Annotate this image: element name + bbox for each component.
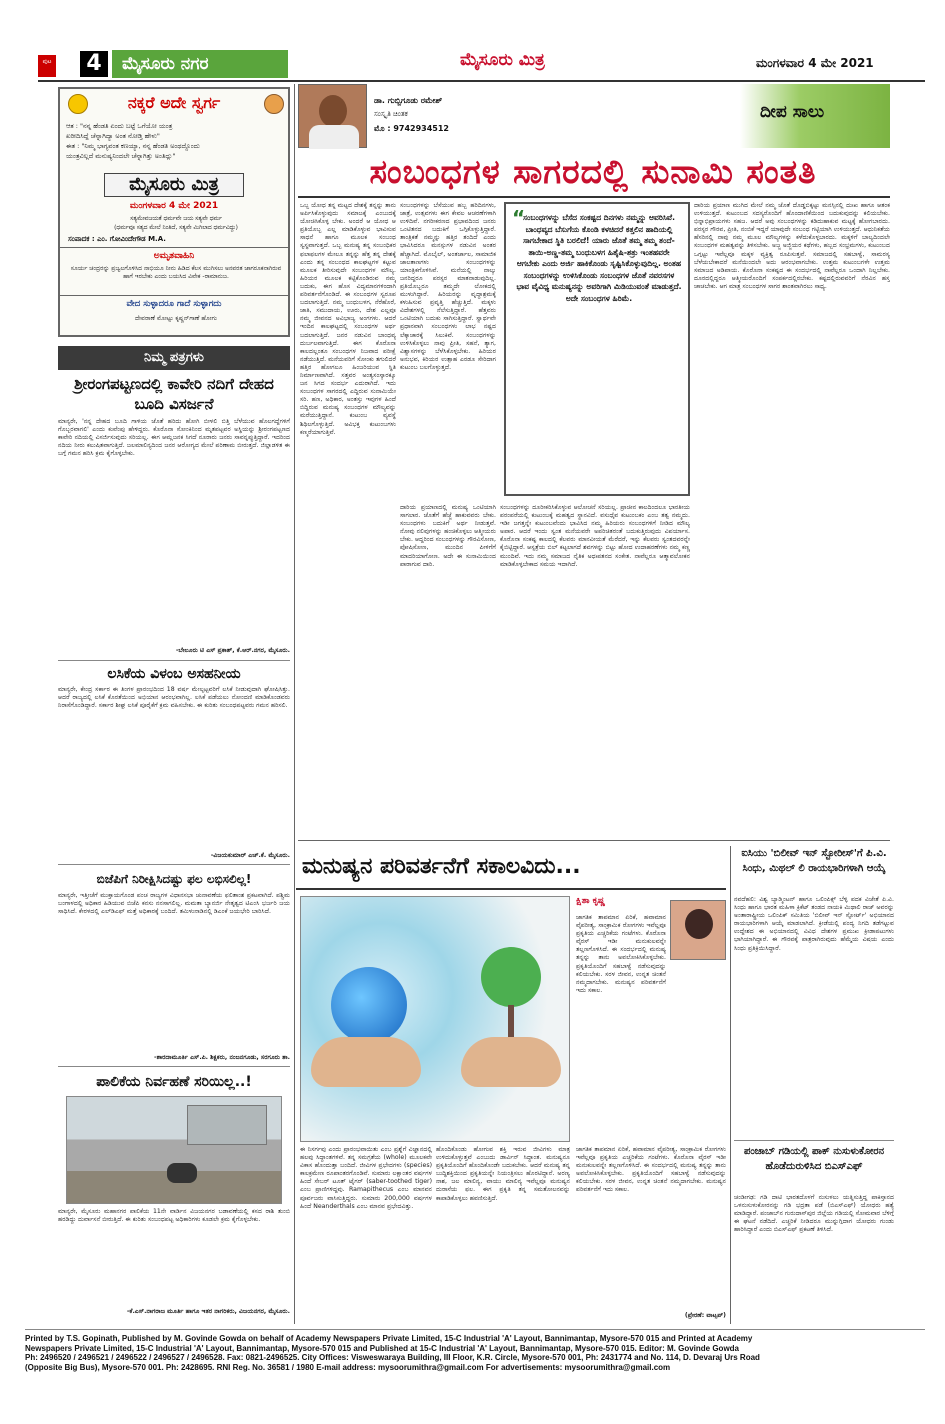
editor-line: ಸಂಪಾದಕ : ಎಂ. ಗೋವಿಂದೇಗೌಡ M.A.	[68, 235, 166, 243]
article2-col1: ಈ ನಿಸರ್ಗವು ಎಂದು ಪ್ರಾರಂಭವಾಯಿತು ಎಂಬ ಪ್ರಶ್ನೆಗೆ ವಿಜ್ಞಾನದಲ್ಲಿ ಹಲವು ಸಿದ್ಧಾಂತಗಳಿವೆ. ತನ್ನ ಸಮಗ್ರತೆಯ (whole) ಮೂಲಕವೇ ವಿಕಾಸ ಹೊಂದುತ್ತಾ ಬಂದಿದೆ. ಜೀವಿಗಳ ಪ್ರಭೇದಗಳು (species) ಕಾಲಕ್ರಮೇಣ ರೂಪಾಂತರಗೊಂಡಿವೆ. ಸುಮಾರು ಲಕ್ಷಾಂತರ ವರ್ಷಗಳ ಹಿಂದೆ ಸೇಬರ್ ಟೂತ್ ಟೈಗರ್ (saber-toothed tiger) ಎಂಬ ಪ್ರಾಣಿಗಳಿದ್ದವು. Ramapithecus ಎಂಬ ಮಾನವನ ಪೂರ್ವಜರು ವಾಸಿಸುತ್ತಿದ್ದರು. ಸುಮಾರು 200,000 ವರ್ಷಗಳ ಹಿಂದೆ Neanderthals ಎಂಬ ಮಾನವ ಪ್ರಭೇದವಿತ್ತು.	[300, 1146, 432, 1210]
letter4-title: ಪಾಲಿಕೆಯ ನಿರ್ವಹಣೆ ಸರಿಯಿಲ್ಲ..!	[96, 1074, 252, 1090]
news1-text: ನವದೆಹಲಿ: ವಿಶ್ವ ಬ್ಯಾಡ್ಮಿಂಟನ್ ಹಾಗೂ ಒಲಿಂಪಿಕ್ಸ್ ಬೆಳ್ಳಿ ಪದಕ ವಿಜೇತೆ ಪಿ.ವಿ. ಸಿಂಧು ಹಾಗೂ ಭಾರತ ಮಹಿಳಾ ಕ್ರಿಕೆಟ್ ತಂಡದ ನಾಯಕಿ ಮಿಥಾಲಿ ರಾಜ್ ಅವರನ್ನು ಅಂತಾರಾಷ್ಟ್ರೀಯ ಒಲಿಂಪಿಕ್ ಸಮಿತಿಯ 'ಬಿಲೀವ್ ಇನ್ ಸ್ಪೋರ್ಟ್' ಅಭಿಯಾನದ ರಾಯಭಾರಿಗಳಾಗಿ ಆಯ್ಕೆ ಮಾಡಲಾಗಿದೆ. ಕ್ರೀಡೆಯಲ್ಲಿ ಪಂದ್ಯ ನಿಗದಿ ತಡೆಗಟ್ಟುವ ಉದ್ದೇಶದ ಈ ಅಭಿಯಾನದಲ್ಲಿ ವಿವಿಧ ದೇಶಗಳ ಪ್ರಮುಖ ಕ್ರೀಡಾಪಟುಗಳು ಭಾಗಿಯಾಗಿದ್ದಾರೆ. ಈ ಗೌರವಕ್ಕೆ ಪಾತ್ರರಾಗಿರುವುದು ಹೆಮ್ಮೆಯ ವಿಷಯ ಎಂದು ಸಿಂಧು ಪ್ರತಿಕ್ರಿಯಿಸಿದ್ದಾರೆ.	[734, 896, 894, 952]
main-col2b: ದಾರಿಯ ಪ್ರಯಾಣದಲ್ಲಿ ಮನುಷ್ಯ ಒಂಟಿಯಾಗಿ ಸಾಗಲಾರ. ಜೊತೆಗೆ ಹೆಜ್ಜೆ ಹಾಕುವವರು ಬೇಕು. ಸಂಬಂಧಗಳು ಬದುಕಿಗೆ ಅರ್ಥ ನೀಡುತ್ತವೆ. ನೋವು ನಲಿವುಗಳನ್ನು ಹಂಚಿಕೊಳ್ಳಲು ಆತ್ಮೀಯರು ಬೇಕು. ಆದ್ದರಿಂದ ಸಂಬಂಧಗಳನ್ನು ಗೌರವಿಸೋಣ, ಪೋಷಿಸೋಣ, ಮುಂದಿನ ಪೀಳಿಗೆಗೆ ಮಾದರಿಯಾಗೋಣ. ಅದೇ ಈ ಸುನಾಮಿಯಿಂದ ಪಾರಾಗುವ ದಾರಿ.	[400, 504, 496, 568]
news2-headline: ಪಂಜಾಬ್ ಗಡಿಯಲ್ಲಿ ಪಾಕ್ ನುಸುಳುಕೋರನ ಹೊಡೆದುರುಳಿಸಿದ ಬಿಎಸ್‌ಎಫ್	[743, 1146, 885, 1172]
amrutha-title: ಅಮೃತವಾಹಿನಿ	[153, 251, 195, 261]
main-headline: ಸಂಬಂಧಗಳ ಸಾಗರದಲ್ಲಿ ಸುನಾಮಿ ಸಂತತಿ	[369, 152, 817, 191]
article2-col3: ಜಾಗತಿಕ ತಾಪಮಾನ ಏರಿಕೆ, ಹವಾಮಾನ ವೈಪರೀತ್ಯ, ಸಾಂಕ್ರಾಮಿಕ ರೋಗಗಳು ಇವೆಲ್ಲವೂ ಪ್ರಕೃತಿಯ ಎಚ್ಚರಿಕೆಯ ಗಂಟೆಗಳು. ಕೊರೊನಾ ವೈರಸ್ ಇಡೀ ಮನುಕುಲವನ್ನೇ ತಲ್ಲಣಗೊಳಿಸಿದೆ. ಈ ಸಂದರ್ಭದಲ್ಲಿ ಮನುಷ್ಯ ತನ್ನನ್ನು ತಾನು ಅವಲೋಕಿಸಿಕೊಳ್ಳಬೇಕು. ಪ್ರಕೃತಿಯೊಂದಿಗೆ ಸಹಬಾಳ್ವೆ ನಡೆಸುವುದನ್ನು ಕಲಿಯಬೇಕು. ಸರಳ ಜೀವನ, ಉನ್ನತ ಚಿಂತನೆ ನಮ್ಮದಾಗಬೇಕು. ಮನುಷ್ಯನ ಪರಿವರ್ತನೆಗೆ ಇದು ಸಕಾಲ.	[576, 914, 666, 994]
humor-joke	[66, 121, 286, 163]
section-rule	[298, 840, 890, 841]
author2-face	[685, 909, 713, 939]
page-number: 4	[80, 51, 108, 77]
tree-trunk	[508, 1005, 514, 1039]
author-photo	[298, 84, 367, 148]
masthead: ಮೈಸೂರು ಮಿತ್ರ	[460, 50, 545, 70]
building-shape	[187, 1105, 267, 1145]
cow-shape	[167, 1163, 197, 1183]
masthead-motto2: (ಧರ್ಮವೂ ಸತ್ಯದ ಮೇಲೆ ನಿಂತಿದೆ, ಸತ್ಯವೇ ಮಿಗಿಲಾದ ಧರ್ಮವಿದ್ದು)	[114, 225, 238, 231]
letter1-text: ಮಾನ್ಯರೇ, 'ನನ್ನ ದೇಹದ ಬೂದಿ ಗಾಳಿಯ ಜೊತೆ ಹರಿದು ಹೋಗಿ ಬೀಳಲಿ ಬಿತ್ತಿ ಬೆಳೆಯುವ ಹೊಲಗದ್ದೆಗಳಿಗೆ ಗೊಬ್ಬರವಾಗಲಿ' ಎಂದು ಕುವೆಂಪು ಹೇಳಿದ್ದರು. ಕೊರೊನಾ ಸೋಂಕಿನಿಂದ ಮೃತಪಟ್ಟವರ ಅಸ್ಥಿಯನ್ನು ಶ್ರೀರಂಗಪಟ್ಟಣದ ಕಾವೇರಿ ನದಿಯಲ್ಲಿ ವಿಸರ್ಜಿಸುವುದು ಸರಿಯಲ್ಲ. ಈಗ ಆಮ್ಲಜನಕ ಸಿಗದೆ ನೂರಾರು ಜನರು ಸಾವನ್ನಪ್ಪುತ್ತಿದ್ದಾರೆ. ಇದರಿಂದ ನದಿಯ ನೀರು ಕಲುಷಿತವಾಗುತ್ತಿದೆ. ಜಲಮಾಲಿನ್ಯದಿಂದ ಜನರ ಆರೋಗ್ಯದ ಮೇಲೆ ಪರಿಣಾಮ ಬೀರುತ್ತದೆ. ಜಿಲ್ಲಾಡಳಿತ ಈ ಬಗ್ಗೆ ಗಮನ ಹರಿಸಿ ಕ್ರಮ ಕೈಗೊಳ್ಳಬೇಕು.	[58, 418, 290, 458]
amrutha-text: ಸೂರ್ಯ ಚಂದ್ರರನ್ನು ಪ್ರಜ್ವಲಗೊಳಿಸಿದ ನಾಭಿಯೂ ನೀನು ಹಿಡಿದ ಕೆಲಸ ಮುಗಿಸಲು ಅನವರತ ಜಾಗರೂಕನಾಗಿರುವ ಹಾಗೆ ಇರಬೇಕು ಎಂದು ಬಯಸಿದ ವಿವೇಕ -ರಾಮಾನುಜ.	[70, 265, 282, 281]
humor-box	[58, 87, 290, 337]
main-col2: ಸಂಬಂಧಗಳನ್ನು ಬೆಸೆಯುವ ಹಬ್ಬ ಹರಿದಿನಗಳು, ಜಾತ್ರೆ, ಉತ್ಸವಗಳು ಈಗ ಕೇವಲ ಆಚರಣೆಗಳಾಗಿ ಉಳಿದಿವೆ. ನಗರೀಕರಣದ ಪ್ರಭಾವದಿಂದ ಜನರು ಒಂಟಿತನದ ಬದುಕಿಗೆ ಒಗ್ಗಿಕೊಳ್ಳುತ್ತಿದ್ದಾರೆ. ತಾಂತ್ರಿಕತೆ ನಮ್ಮನ್ನು ಹತ್ತಿರ ತಂದಿದೆ ಎಂದು ಭಾವಿಸಿದರೂ ಮನಸ್ಸುಗಳ ನಡುವಿನ ಅಂತರ ಹೆಚ್ಚಾಗಿದೆ. ಮೊಬೈಲ್, ಅಂತರ್ಜಾಲ, ಸಾಮಾಜಿಕ ಜಾಲತಾಣಗಳು ಸಂಬಂಧಗಳನ್ನು ಯಾಂತ್ರಿಕಗೊಳಿಸಿವೆ. ಮನೆಯಲ್ಲಿ ನಾಲ್ಕು ಜನರಿದ್ದರೂ ಪರಸ್ಪರ ಮಾತನಾಡುವುದಿಲ್ಲ. ಪ್ರತಿಯೊಬ್ಬರೂ ತಮ್ಮದೇ ಲೋಕದಲ್ಲಿ ಮುಳುಗಿದ್ದಾರೆ. ಹಿರಿಯರನ್ನು ವೃದ್ಧಾಶ್ರಮಕ್ಕೆ ಕಳುಹಿಸುವ ಪ್ರವೃತ್ತಿ ಹೆಚ್ಚುತ್ತಿದೆ. ಮಕ್ಕಳು ವಿದೇಶಗಳಲ್ಲಿ ನೆಲೆಸುತ್ತಿದ್ದಾರೆ. ಹೆತ್ತವರು ಒಂಟಿಯಾಗಿ ಬದುಕು ಸಾಗಿಸುತ್ತಿದ್ದಾರೆ. ಸ್ವಾರ್ಥವೇ ಪ್ರಧಾನವಾಗಿ ಸಂಬಂಧಗಳು ಲಾಭ ನಷ್ಟದ ಲೆಕ್ಕಾಚಾರಕ್ಕೆ ಸಿಲುಕಿವೆ. ಸಂಬಂಧಗಳನ್ನು ಉಳಿಸಿಕೊಳ್ಳಲು ನಾವು ಪ್ರೀತಿ, ಸಹನೆ, ತ್ಯಾಗ, ವಿಶ್ವಾಸಗಳನ್ನು ಬೆಳೆಸಿಕೊಳ್ಳಬೇಕು. ಹಿರಿಯರ ಅನುಭವ, ಕಿರಿಯರ ಉತ್ಸಾಹ ಎರಡೂ ಸೇರಿದಾಗ ಕುಟುಂಬ ಬಲಗೊಳ್ಳುತ್ತದೆ.	[400, 202, 496, 371]
divider	[58, 660, 290, 661]
divider	[58, 1066, 290, 1067]
article2-author: ಕ್ಷಿತಾ ಕೃಷ್ಣ	[576, 896, 606, 906]
tree-canopy	[481, 947, 541, 1007]
earth-plant-photo	[300, 896, 570, 1142]
letter3-sign: -ಶಾರದಾಮೂರ್ತಿ ಎಸ್.ಪಿ. ಶಿಕ್ಷಕರು, ನಂಜನಗೂಡು, ಸರಗೂರು ತಾ.	[154, 1054, 290, 1061]
letter2-text: ಮಾನ್ಯರೇ, ಕೇಂದ್ರ ಸರ್ಕಾರ ಈ ತಿಂಗಳ ಪ್ರಾರಂಭದಿಂದ 18 ವರ್ಷ ಮೇಲ್ಪಟ್ಟವರಿಗೆ ಲಸಿಕೆ ನೀಡುವುದಾಗಿ ಘೋಷಿಸಿತ್ತು. ಆದರೆ ರಾಜ್ಯದಲ್ಲಿ ಲಸಿಕೆ ಕೊರತೆಯಿಂದ ಅಭಿಯಾನ ಆರಂಭವಾಗಿಲ್ಲ. ಲಸಿಕೆ ಪಡೆಯಲು ನೋಂದಣಿ ಮಾಡಿಕೊಂಡವರು ನಿರಾಸೆಗೊಂಡಿದ್ದಾರೆ. ಸರ್ಕಾರ ಶೀಘ್ರ ಲಸಿಕೆ ಪೂರೈಕೆಗೆ ಕ್ರಮ ವಹಿಸಬೇಕು. ಈ ಕುರಿತು ಸಂಬಂಧಪಟ್ಟವರು ಗಮನ ಹರಿಸಲಿ.	[58, 686, 290, 710]
author-shirt	[309, 125, 359, 149]
divider	[60, 247, 288, 248]
article2-credit: (ಪ್ರೇರಣೆ: ವಾಟ್ಸಪ್)	[684, 1312, 726, 1319]
author-face	[319, 95, 347, 127]
column-rule	[730, 846, 731, 1324]
author-phone: ಮೊ : 9742934512	[374, 124, 449, 133]
column-rule	[294, 84, 295, 1324]
hands-shape	[311, 1037, 421, 1087]
imprint-line: Ph: 2496520 / 2496521 / 2496522 / 2496527 / 2496528. Fax: 0821-2496525. City Offices: Visweswaraya Building, III Floor, K.R. Circle, Mysore-570 001, Ph: 2431774 and No. 114, D. Devaraj Urs Road	[25, 1353, 760, 1362]
article2-headline: ಮನುಷ್ಯನ ಪರಿವರ್ತನೆಗೆ ಸಕಾಲವಿದು...	[302, 854, 581, 879]
letter3-title: ಬಿಜೆಪಿಗೆ ನಿರೀಕ್ಷಿಸಿದಷ್ಟು ಫಲ ಲಭಿಸಲಿಲ್ಲ!	[96, 872, 252, 886]
letter1-sign: -ಬೇಲೂರು ಟಿ ಎಸ್ ಪ್ರಕಾಶ್, ಕೆ.ಆರ್.ನಗರ, ಮೈಸೂರು.	[175, 647, 290, 654]
main-col1: ಒಬ್ಬ ಯೋಧ ತನ್ನ ಮಟ್ಟದ ದೇಶಕ್ಕೆ ತನ್ನನ್ನು ತಾನು ಅರ್ಪಿಸಿಕೊಳ್ಳುವುದು ಸಮಾಜಕ್ಕೆ ಎಂಬುದಕ್ಕೆ ಯೋಚಿಸಿಕೊಳ್ಳ ಬೇಕು. ಅಂದರೆ ಆ ಯೋಧ ಆ ಪ್ರತಿಯೊಬ್ಬ ಎಲ್ಲ ಮಾಡಿಕೊಳ್ಳುವ ಭಾವಿಸುವ ಸಾಧನೆ ಹಾಗೂ ಮೂಲಕ ಸಂಬಂಧ ಸ್ವಸ್ಥವಾಗುತ್ತದೆ. ಒಬ್ಬ ಮನುಷ್ಯ ತನ್ನ ಸಂಬಂಧಿಕರ ಫಲಾಫಲಗಳ ಮೇಲೂ ತನ್ನನ್ನು ಹೆತ್ತ ತನ್ನ ದೇಶಕ್ಕೆ ಎಂದು ತನ್ನ ಸಂಬಂಧದ ಕಾಲಘಟ್ಟಗಳ ಕಟ್ಟುವ ಮೂಲಕ ತೀರಿಸುವುದೇ ಸಂಬಂಧಗಳ ಮೌಲ್ಯ. ಹಿರಿಯರ ಮೂಲಕ ಕಟ್ಟಿಕೊಂಡಿರುವ ನಮ್ಮ ಬದುಕು, ಈಗ ಹೊಸ ವಿದ್ಯಮಾನಗಳಿಂದಾಗಿ ಪರಿವರ್ತನೆಗೊಂಡಿದೆ. ಈ ಸಂಬಂಧಗಳ ಸ್ವರೂಪ ಬದಲಾಗುತ್ತಿದೆ. ನಮ್ಮ ಬಂಧುಬಳಗ, ನೆರೆಹೊರೆ, ಜಾತಿ, ಸಮುದಾಯ, ಊರು, ದೇಶ ಎಲ್ಲವೂ ನಮ್ಮ ಜೀವನದ ಅವಿಭಾಜ್ಯ ಅಂಗಗಳು. ಆದರೆ ಇಂದಿನ ಕಾಲಘಟ್ಟದಲ್ಲಿ ಸಂಬಂಧಗಳ ಅರ್ಥ ಬದಲಾಗುತ್ತಿದೆ. ಜನರ ನಡುವಿನ ಬಾಂಧವ್ಯ ದುರ್ಬಲವಾಗುತ್ತಿದೆ. ಈಗ ಕೊರೊನಾ ಕಾಲದಲ್ಲಂತೂ ಸಂಬಂಧಗಳ ನಿಜವಾದ ಪರೀಕ್ಷೆ ನಡೆಯುತ್ತಿದೆ. ಮನೆಯವರಿಗೆ ಸೋಂಕು ತಗುಲಿದರೆ ಹತ್ತಿರ ಹೋಗಲೂ ಹಿಂಜರಿಯುವ ಸ್ಥಿತಿ ನಿರ್ಮಾಣವಾಗಿದೆ. ಸತ್ತವರ ಅಂತ್ಯಸಂಸ್ಕಾರಕ್ಕೂ ಜನ ಸಿಗದ ಸಂದರ್ಭ ಎದುರಾಗಿದೆ. ಇದು ಸಂಬಂಧಗಳ ಸಾಗರದಲ್ಲಿ ಎದ್ದಿರುವ ಸುನಾಮಿಯೇ ಸರಿ. ಹಣ, ಅಧಿಕಾರ, ಅಂತಸ್ತು ಇವುಗಳ ಹಿಂದೆ ಬಿದ್ದಿರುವ ಮನುಷ್ಯ ಸಂಬಂಧಗಳ ಮೌಲ್ಯವನ್ನು ಮರೆಯುತ್ತಿದ್ದಾನೆ. ಕುಟುಂಬ ವ್ಯವಸ್ಥೆ ಶಿಥಿಲಗೊಳ್ಳುತ್ತಿದೆ. ಅವಿಭಕ್ತ ಕುಟುಂಬಗಳು ಕಣ್ಮರೆಯಾಗುತ್ತಿವೆ.	[300, 202, 396, 436]
letter2-title: ಲಸಿಕೆಯ ವಿಳಂಬ ಅಸಹನೀಯ	[107, 666, 241, 682]
section-title: ಮೈಸೂರು ನಗರ	[112, 50, 288, 78]
hands-shape-right	[461, 1037, 561, 1087]
imprint-line: (Opposite Big Bus), Mysore-570 001. Ph: 2428695. RNI Reg. No. 36581 / 1980 E-mail address: mysoorumithra@gmail.com For advertisements: mysoorumithra@gmail.com	[25, 1362, 671, 1372]
news2-text: ಚಂಡೀಗಢ: ಗಡಿ ದಾಟಿ ಭಾರತದೊಳಗೆ ನುಸುಳಲು ಯತ್ನಿಸುತ್ತಿದ್ದ ಪಾಕಿಸ್ತಾನದ ಒಳನುಸುಳುಕೋರನನ್ನು ಗಡಿ ಭದ್ರತಾ ಪಡೆ (ಬಿಎಸ್‌ಎಫ್) ಯೋಧರು ಹತ್ಯೆ ಮಾಡಿದ್ದಾರೆ. ಪಂಜಾಬ್‌ನ ಗುರುದಾಸ್‌ಪುರ ಜಿಲ್ಲೆಯ ಗಡಿಯಲ್ಲಿ ಸೋಮವಾರ ಬೆಳಿಗ್ಗೆ ಈ ಘಟನೆ ನಡೆದಿದೆ. ಎಚ್ಚರಿಕೆ ನೀಡಿದರೂ ಮುನ್ನುಗ್ಗಿದಾಗ ಯೋಧರು ಗುಂಡು ಹಾರಿಸಿದ್ದಾರೆ ಎಂದು ಬಿಎಸ್‌ಎಫ್ ಪ್ರಕಟಣೆ ತಿಳಿಸಿದೆ.	[734, 1194, 894, 1234]
news1-headline: ಐಸಿಯು 'ಬಿಲೀವ್ ಇನ್ ಸ್ಟೋರೀಸ್'ಗೆ ಪಿ.ವಿ. ಸಿಂಧು, ಮಿಥಲ್ ಲಿ ರಾಯಭಾರಿಗಳಾಗಿ ಆಯ್ಕೆ	[741, 848, 887, 874]
article2-header	[296, 846, 726, 890]
letter2-sign: -ವಿಜಯಕುಮಾರ್ ಎಚ್.ಕೆ. ಮೈಸೂರು.	[210, 852, 290, 859]
humor-line: ಆತ : "ನನ್ನ ಹೆಂಡತಿ ಏಂದು ಬಟ್ಟೆ ಒಗೆಯೋ ಯಂತ್ರ	[66, 122, 173, 130]
letters-banner	[58, 346, 290, 370]
masthead-logo: ಮೈಸೂರು ಮಿತ್ರ	[104, 173, 244, 197]
humor-line: ಈತ : "ನಿಮ್ಮ ಭಾಗ್ಯವಂತ ಕಣಯ್ಯಾ, ನನ್ನ ಹೆಂಡತಿ ಅಂಥದ್ದೊಂದು	[66, 142, 200, 150]
letter1-title: ಶ್ರೀರಂಗಪಟ್ಟಣದಲ್ಲಿ ಕಾವೇರಿ ನದಿಗೆ ದೇಹದ ಬೂದಿ ವಿಸರ್ಜನೆ	[74, 375, 274, 413]
page-date: ಮಂಗಳವಾರ 4 ಮೇ 2021	[756, 56, 874, 70]
globe-shape	[331, 967, 407, 1043]
humor-title: ನಕ್ಕರೆ ಅದೇ ಸ್ವರ್ಗ	[127, 93, 221, 112]
letter4-text: ಮಾನ್ಯರೇ, ಮೈಸೂರು ಮಹಾನಗರ ಪಾಲಿಕೆಯ 11ನೇ ವಾರ್ಡಿನ ವಿಜಯನಗರ ಬಡಾವಣೆಯಲ್ಲಿ ಕಸದ ರಾಶಿ ತುಂಬಿ ಹರಡಿದ್ದು ದುರ್ವಾಸನೆ ಬೀರುತ್ತಿದೆ. ಈ ಕುರಿತು ಸಂಬಂಧಪಟ್ಟ ಅಧಿಕಾರಿಗಳು ಕೂಡಲೇ ಕ್ರಮ ಕೈಗೊಳ್ಳಬೇಕು.	[58, 1208, 290, 1224]
author-name: ಡಾ. ಗುಬ್ಬಿಗೂಡು ರಮೇಶ್	[374, 96, 443, 105]
column-title: ದೀಪ ಸಾಲು	[760, 102, 825, 122]
imprint-line: Printed by T.S. Gopinath, Published by M. Govinde Gowda on behalf of Academy Newspapers Private Limited, 15-C Industrial 'A' Layout, Bannimantap, Mysore-570 015 and Printed at Academy	[25, 1334, 753, 1343]
humor-line: ಖರೀದಿಸಿದ್ದೆ ಚೆನ್ನಾಗಿದ್ಯಾ ಅಂತ ನೋಡ್ತಿ ಹೇಳು"	[66, 132, 160, 140]
author2-photo	[670, 900, 726, 960]
veda-title: ವೇದ ಸುಳ್ಳಾದರೂ ಗಾದೆ ಸುಳ್ಳಾಗದು	[126, 299, 222, 309]
page-tag: ಪುಟ	[38, 55, 56, 77]
divider	[58, 864, 290, 865]
quote-text: ಸಂಬಂಧಗಳನ್ನು ಬೆಸೆದ ಸಂಕಷ್ಟದ ದಿನಗಳು ನಮ್ಮನ್ನು ಆವರಿಸಿವೆ. ಬಾಂಧವ್ಯದ ಬೆಸುಗೆಯ ಕೊಂಡಿ ಕಳಚಿದರೆ ಕತ್ತಲಿನ ಹಾದಿಯಲ್ಲಿ ಸಾಗಬೇಕಾದ ಸ್ಥಿತಿ ಬರಲಿದೆ! ಯಾರು ಜೊತೆ ತಮ್ಮ ತಮ್ಮ ತಂದೆ-ತಾಯಿ-ಅಣ್ಣ-ತಮ್ಮ ಬಂಧುಬಳಗ ಹಿತೈಷಿ-ಶತ್ರು ಇಂತಹವರೇ ಆಗಬೇಕು ಎಂದು ಅರ್ಜಿ ಹಾಕಿಕೊಂಡು ಸೃಷ್ಟಿಸಿಕೊಳ್ಳುವುದಿಲ್ಲ. ಅಂತಹ ಸಂಬಂಧಗಳನ್ನು ಉಳಿಸಿಕೊಂಡು ಸಂಬಂಧಗಳ ಜೊತೆ ನವರಸಗಳ ಭಾವ ವೈವಿಧ್ಯ ಮನುಷ್ಯನನ್ನು ಅವರಿಗಾಗಿ ಮಿಡಿಯುವಂತೆ ಮಾಡುತ್ತದೆ. ಅದೇ ಸಂಬಂಧಗಳ ಹಿರಿಮೆ.	[516, 213, 682, 303]
garbage-photo	[66, 1096, 282, 1204]
quote-icon: “	[512, 206, 526, 230]
letters-title: ನಿಮ್ಮ ಪತ್ರಗಳು	[144, 350, 204, 365]
masthead-date: ಮಂಗಳವಾರ 4 ಮೇ 2021	[129, 201, 219, 211]
letter4-sign: -ಕೆ.ಎಸ್.ನಾಗರಾಜ ಮೂರ್ತಿ ಹಾಗೂ ಇತರ ನಾಗರಿಕರು, ವಿಜಯನಗರ, ಮೈಸೂರು.	[126, 1308, 290, 1315]
author-role: ಸಂಸ್ಕೃತಿ ಚಿಂತಕ	[374, 110, 408, 118]
headline-rule	[298, 196, 890, 198]
header-rule	[38, 80, 925, 82]
humor-line: ಯಂತ್ರವಿಲ್ಲದೆ ಮನುಷ್ಯನಿಂದಲೇ ಚೆನ್ನಾಗಿತ್ತು ಅಂತಿದ್ಲು"	[66, 152, 176, 160]
divider	[734, 1140, 894, 1141]
divider	[60, 295, 288, 296]
letter3-text: ಮಾನ್ಯರೇ, ಇತ್ತೀಚೆಗೆ ಮುಕ್ತಾಯಗೊಂಡ ಪಂಚ ರಾಜ್ಯಗಳ ವಿಧಾನಸಭಾ ಚುನಾವಣೆಯ ಫಲಿತಾಂಶ ಪ್ರಕಟವಾಗಿದೆ. ಪಶ್ಚಿಮ ಬಂಗಾಳದಲ್ಲಿ ಅಧಿಕಾರ ಹಿಡಿಯುವ ಬಿಜೆಪಿ ಕನಸು ನನಸಾಗಲಿಲ್ಲ. ಮಮತಾ ಬ್ಯಾನರ್ಜಿ ನೇತೃತ್ವದ ಟಿಎಂಸಿ ಭರ್ಜರಿ ಜಯ ಸಾಧಿಸಿದೆ. ಕೇರಳದಲ್ಲಿ ಎಲ್‌ಡಿಎಫ್ ಮತ್ತೆ ಅಧಿಕಾರಕ್ಕೆ ಬಂದಿದೆ. ತಮಿಳುನಾಡಿನಲ್ಲಿ ಡಿಎಂಕೆ ಜಯಭೇರಿ ಬಾರಿಸಿದೆ.	[58, 892, 290, 916]
main-col3: ಸಂಬಂಧಗಳನ್ನು ದೂರೀಕರಿಸಿಕೊಳ್ಳುವ ಆಲೋಚನೆ ಸರಿಯಲ್ಲ. ಪ್ರಾಚೀನ ಕಾಲದಿಂದಲೂ ಭಾರತೀಯ ಪರಂಪರೆಯಲ್ಲಿ ಕುಟುಂಬಕ್ಕೆ ಮಹತ್ವದ ಸ್ಥಾನವಿದೆ. ವಸುಧೈವ ಕುಟುಂಬಕಂ ಎಂಬ ತತ್ವ ನಮ್ಮದು. ಇಡೀ ಜಗತ್ತನ್ನೇ ಕುಟುಂಬವೆಂದು ಭಾವಿಸಿದ ನಮ್ಮ ಹಿರಿಯರು ಸಂಬಂಧಗಳಿಗೆ ನೀಡಿದ ಮೌಲ್ಯ ಅಪಾರ. ಆದರೆ ಇಂದು ಸ್ವಂತ ಮನೆಯವರೇ ಅಪರಿಚಿತರಂತೆ ಬದುಕುತ್ತಿರುವುದು ವಿಪರ್ಯಾಸ. ಕೊರೊನಾ ಸಂಕಷ್ಟ ಕಾಲದಲ್ಲಿ ಕೆಲವರು ಮಾನವೀಯತೆ ಮೆರೆದರೆ, ಇನ್ನು ಕೆಲವರು ಸ್ವಂತದವರನ್ನೇ ಕೈಬಿಟ್ಟಿದ್ದಾರೆ. ಆಸ್ಪತ್ರೆಯ ಬಿಲ್ ಕಟ್ಟಲಾಗದೆ ಶವಗಳನ್ನು ಬಿಟ್ಟು ಹೋದ ಉದಾಹರಣೆಗಳು ನಮ್ಮ ಕಣ್ಣ ಮುಂದಿವೆ. ಇದು ನಮ್ಮ ಸಮಾಜದ ನೈತಿಕ ಅಧಃಪತನದ ಸಂಕೇತ. ನಾವೆಲ್ಲರೂ ಆತ್ಮಾವಲೋಕನ ಮಾಡಿಕೊಳ್ಳಬೇಕಾದ ಸಮಯ ಇದಾಗಿದೆ.	[500, 504, 690, 568]
imprint-footer	[25, 1329, 925, 1391]
pull-quote	[504, 202, 690, 496]
main-col4: ದಾರಿಯ ಪ್ರಯಾಣ ಮುಗಿದ ಮೇಲೆ ನಮ್ಮ ಜೊತೆ ದೊಡ್ಡಬಿಕ್ಕಟ್ಟು ಮನಸ್ಸಿನಲ್ಲಿ ದುಃಖ ಹಾಗೂ ಆತಂಕ ಉಳಿಯುತ್ತದೆ. ಕುಟುಂಬದ ಸದಸ್ಯರೊಂದಿಗೆ ಹೊಂದಾಣಿಕೆಯಿಂದ ಬದುಕುವುದನ್ನು ಕಲಿಯಬೇಕು. ಭಿನ್ನಾಭಿಪ್ರಾಯಗಳು ಸಹಜ. ಆದರೆ ಅವು ಸಂಬಂಧಗಳನ್ನು ಕಡಿದುಹಾಕುವ ಮಟ್ಟಕ್ಕೆ ಹೋಗಬಾರದು. ಪರಸ್ಪರ ಗೌರವ, ಪ್ರೀತಿ, ನಂಬಿಕೆ ಇದ್ದರೆ ಯಾವುದೇ ಸಂಬಂಧ ಗಟ್ಟಿಯಾಗಿ ಉಳಿಯುತ್ತದೆ. ಆಧುನಿಕತೆಯ ಹೆಸರಿನಲ್ಲಿ ನಾವು ನಮ್ಮ ಮೂಲ ಮೌಲ್ಯಗಳನ್ನು ಕಳೆದುಕೊಳ್ಳಬಾರದು. ಮಕ್ಕಳಿಗೆ ಬಾಲ್ಯದಿಂದಲೇ ಸಂಬಂಧಗಳ ಮಹತ್ವವನ್ನು ತಿಳಿಸಬೇಕು. ಅಜ್ಜ ಅಜ್ಜಿಯರ ಕಥೆಗಳು, ಹಬ್ಬದ ಸಂಭ್ರಮಗಳು, ಕುಟುಂಬದ ಒಗ್ಗಟ್ಟು ಇವೆಲ್ಲವೂ ಮಕ್ಕಳ ವ್ಯಕ್ತಿತ್ವ ರೂಪಿಸುತ್ತವೆ. ಸಮಾಜದಲ್ಲಿ ಸಹಬಾಳ್ವೆ, ಸಾಮರಸ್ಯ ಬೆಳೆಯಬೇಕಾದರೆ ಮನೆಯಿಂದಲೇ ಅದು ಆರಂಭವಾಗಬೇಕು. ಉತ್ತಮ ಕುಟುಂಬಗಳೇ ಉತ್ತಮ ಸಮಾಜದ ಅಡಿಪಾಯ. ಕೊರೊನಾ ಸಂಕಷ್ಟದ ಈ ಸಂದರ್ಭದಲ್ಲಿ ನಾವೆಲ್ಲರೂ ಒಂದಾಗಿ ನಿಲ್ಲಬೇಕು. ದೂರದಲ್ಲಿದ್ದರೂ ಆತ್ಮೀಯರೊಂದಿಗೆ ಸಂಪರ್ಕದಲ್ಲಿರಬೇಕು. ಕಷ್ಟದಲ್ಲಿರುವವರಿಗೆ ನೆರವಿನ ಹಸ್ತ ಚಾಚಬೇಕು. ಆಗ ಮಾತ್ರ ಸಂಬಂಧಗಳ ಸಾಗರ ಶಾಂತವಾಗಿರಲು ಸಾಧ್ಯ.	[694, 202, 890, 290]
column-banner	[740, 84, 890, 148]
article2-col3b: ಜಾಗತಿಕ ತಾಪಮಾನ ಏರಿಕೆ, ಹವಾಮಾನ ವೈಪರೀತ್ಯ, ಸಾಂಕ್ರಾಮಿಕ ರೋಗಗಳು ಇವೆಲ್ಲವೂ ಪ್ರಕೃತಿಯ ಎಚ್ಚರಿಕೆಯ ಗಂಟೆಗಳು. ಕೊರೊನಾ ವೈರಸ್ ಇಡೀ ಮನುಕುಲವನ್ನೇ ತಲ್ಲಣಗೊಳಿಸಿದೆ. ಈ ಸಂದರ್ಭದಲ್ಲಿ ಮನುಷ್ಯ ತನ್ನನ್ನು ತಾನು ಅವಲೋಕಿಸಿಕೊಳ್ಳಬೇಕು. ಪ್ರಕೃತಿಯೊಂದಿಗೆ ಸಹಬಾಳ್ವೆ ನಡೆಸುವುದನ್ನು ಕಲಿಯಬೇಕು. ಸರಳ ಜೀವನ, ಉನ್ನತ ಚಿಂತನೆ ನಮ್ಮದಾಗಬೇಕು. ಮನುಷ್ಯನ ಪರಿವರ್ತನೆಗೆ ಇದು ಸಕಾಲ.	[576, 1146, 726, 1194]
masthead-motto: ಸತ್ಯಮೇವಜಯತೆ ಧರ್ಮವೇ ಜಯ ಸತ್ಯವೇ ಧರ್ಮ	[130, 216, 222, 222]
imprint-line: Newspapers Private Limited, 15-C Industrial 'A' Layout, Bannimantap, Mysore-570 015 and Published at 15-C Industrial 'A' Layout, Bannimantap, Mysore-570 015. Editor: M. Govinde Gowda	[25, 1343, 739, 1353]
article2-col2: ಹೊಂದಿಕೊಂಡು ಹೋಗುವ ಶಕ್ತಿ ಇರುವ ಜೀವಿಗಳು ಮಾತ್ರ ಉಳಿದುಕೊಳ್ಳುತ್ತವೆ ಎಂಬುದು ಡಾರ್ವಿನ್ ಸಿದ್ಧಾಂತ. ಮನುಷ್ಯನೂ ಪ್ರಕೃತಿಯೊಂದಿಗೆ ಹೊಂದಿಕೊಂಡೇ ಬದುಕಬೇಕು. ಆದರೆ ಮನುಷ್ಯ ತನ್ನ ಬುದ್ಧಿಶಕ್ತಿಯಿಂದ ಪ್ರಕೃತಿಯನ್ನೇ ನಿಯಂತ್ರಿಸಲು ಹೊರಟಿದ್ದಾನೆ. ಅರಣ್ಯ ನಾಶ, ಜಲ ಮಾಲಿನ್ಯ, ವಾಯು ಮಾಲಿನ್ಯ ಇವೆಲ್ಲವೂ ಮನುಷ್ಯನ ದುರಾಸೆಯ ಫಲ. ಈಗ ಪ್ರಕೃತಿ ತನ್ನ ಸಮತೋಲನವನ್ನು ಕಾಪಾಡಿಕೊಳ್ಳಲು ಹವಣಿಸುತ್ತಿದೆ.	[436, 1146, 570, 1202]
veda-text: ದೇವರಾಣೆ ಮೋಟ್ಟು ಕೃಷ್ಣನ್‌ಗಾಣೆ ಹೋಗು	[135, 315, 217, 322]
